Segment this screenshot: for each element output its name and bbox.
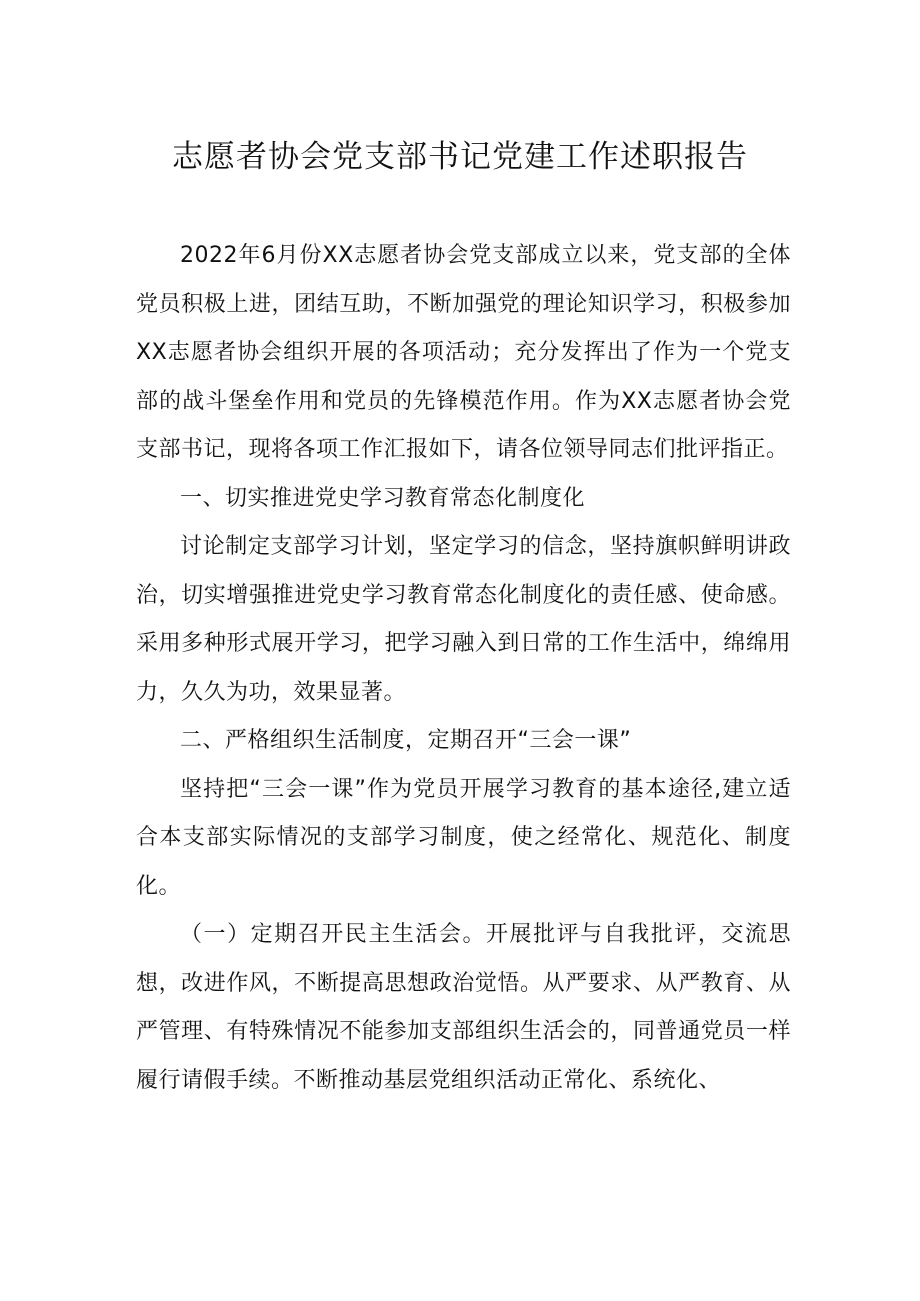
document-body [136, 232, 791, 1105]
section-heading-1: 一、切实推进党史学习教育常态化制度化 [180, 485, 586, 511]
subsection-1-paragraph: （一）定期召开民主生活会。开展批评与自我批评，交流思想，改进作风，不断提高思想政治觉悟。从严要求、从严教育、从严管理、有特殊情况不能参加支部组织生活会的，同普通党员一样履行请假手续。不断推动基层党组织活动正常化、系统化、 [136, 922, 791, 1093]
section-2-paragraph: 坚持把“三会一课”作为党员开展学习教育的基本途径,建立适合本支部实际情况的支部学习制度，使之经常化、规范化、制度化。 [136, 776, 791, 899]
section-1-paragraph: 讨论制定支部学习计划，坚定学习的信念，坚持旗帜鲜明讲政治，切实增强推进党史学习教育常态化制度化的责任感、使命感。采用多种形式展开学习，把学习融入到日常的工作生活中，绵绵用力，久久为功，效果显著。 [136, 534, 791, 705]
document-title: 志愿者协会党支部书记党建工作述职报告 [172, 139, 748, 175]
section-heading-2: 二、严格组织生活制度，定期召开“三会一课” [180, 728, 632, 753]
intro-paragraph: 2022年6月份XX志愿者协会党支部成立以来，党支部的全体党员积极上进，团结互助，不断加强党的理论知识学习，积极参加XX志愿者协会组织开展的各项活动；充分发挥出了作为一个党支部的战斗堡垒作用和党员的先锋模范作用。作为XX志愿者协会党支部书记，现将各项工作汇报如下，请各位领导同志们批评指正。 [136, 243, 791, 462]
